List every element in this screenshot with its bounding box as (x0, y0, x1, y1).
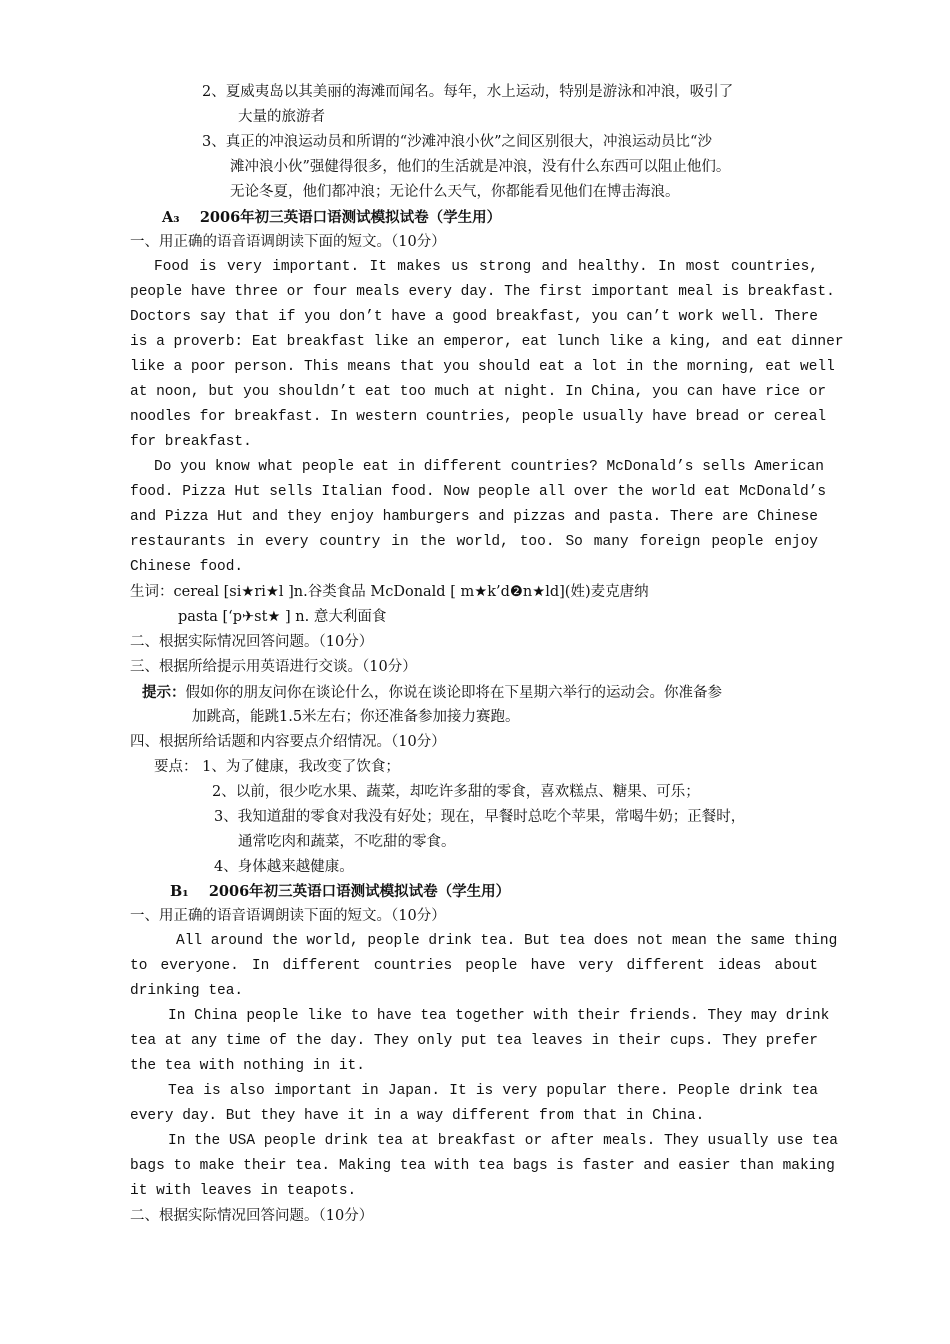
a3-section-1: 一、用正确的语音语调朗读下面的短文。（10分） (130, 234, 446, 250)
b1-p2-line: the tea with nothing in it. (130, 1058, 365, 1074)
a3-title: 2006年初三英语口语测试模拟试卷（学生用） (199, 209, 502, 226)
a3-p1-line: people have three or four meals every day. The first important meal is breakfast. (130, 284, 835, 300)
a3-point-4: 4、身体越来越健康。 (214, 859, 354, 875)
a3-points-line-1 (154, 755, 400, 780)
b1-section-1: 一、用正确的语音语调朗读下面的短文。（10分） (130, 908, 446, 924)
b1-p3-line: every day. But they have it in a way different from that in China. (130, 1108, 705, 1124)
b1-title: 2006年初三英语口语测试模拟试卷（学生用） (208, 883, 511, 900)
b1-p3-line: Tea is also important in Japan. It is very popular there. People drink tea (168, 1083, 818, 1099)
b1-heading (170, 879, 510, 904)
b1-p1-line: drinking tea. (130, 983, 244, 999)
b1-p2-line: tea at any time of the day. They only put tea leaves in their cups. They prefer (130, 1033, 818, 1049)
a3-p2-line: and Pizza Hut and they enjoy hamburgers and pizzas and pasta. There are Chinese (130, 509, 818, 525)
a3-hint-label: 提示： (142, 684, 186, 701)
b1-label: B₁ (170, 883, 189, 900)
b1-p1-line: All around the world, people drink tea. But tea does not mean the same thing (176, 933, 838, 949)
b1-p2-line: In China people like to have tea together with their friends. They may drink (168, 1008, 830, 1024)
a3-p1-line: is a proverb: Eat breakfast like an emperor, eat lunch like a king, and eat dinner (130, 334, 844, 350)
a3-point-3-line-1: 3、我知道甜的零食对我没有好处；现在，早餐时总吃个苹果，常喝牛奶；正餐时， (214, 809, 746, 825)
a3-vocab-line-1: 生词：cereal [si★ri★l ]n.谷类食品 McDonald [ m★k’d❷n★ld](姓)麦克唐纳 (130, 584, 649, 600)
item-3-line-1: 3、真正的冲浪运动员和所谓的“沙滩冲浪小伙”之间区别很大，冲浪运动员比“沙 (202, 134, 712, 150)
a3-p2-line: food. Pizza Hut sells Italian food. Now people all over the world eat McDonald’s (130, 484, 827, 500)
b1-p1-line: to everyone. In different countries people have very different ideas about (130, 958, 818, 974)
item-2-line-1: 2、夏威夷岛以其美丽的海滩而闻名。每年，水上运动，特别是游泳和冲浪，吸引了 (202, 84, 734, 100)
a3-section-4: 四、根据所给话题和内容要点介绍情况。（10分） (130, 734, 446, 750)
a3-p1-line: noodles for breakfast. In western countries, people usually have bread or cereal (130, 409, 827, 425)
b1-p4-line: it with leaves in teapots. (130, 1183, 357, 1199)
a3-point-3-line-2: 通常吃肉和蔬菜，不吃甜的零食。 (238, 834, 456, 850)
a3-point-1: 1、为了健康，我改变了饮食； (202, 759, 400, 775)
a3-section-2: 二、根据实际情况回答问题。（10分） (130, 634, 374, 650)
a3-p1-line: Food is very important. It makes us strong and healthy. In most countries, (154, 259, 818, 275)
a3-hint-text: 假如你的朋友问你在谈论什么，你说在谈论即将在下星期六举行的运动会。你准备参 (185, 685, 722, 701)
a3-label: A₃ (162, 209, 180, 226)
item-3-line-3: 无论冬夏，他们都冲浪；无论什么天气，你都能看见他们在博击海浪。 (230, 184, 680, 200)
a3-hint-line-2: 加跳高，能跳1.5米左右；你还准备参加接力赛跑。 (192, 709, 520, 725)
a3-p2-line: Do you know what people eat in different countries? McDonald’s sells American (154, 459, 825, 475)
a3-p2-line: Chinese food. (130, 559, 244, 575)
a3-p1-line: Doctors say that if you don’t have a good breakfast, you can’t work well. There (130, 309, 818, 325)
a3-points-label: 要点： (154, 759, 198, 775)
a3-p2-line: restaurants in every country in the world, too. So many foreign people enjoy (130, 534, 818, 550)
a3-p1-line: for breakfast. (130, 434, 252, 450)
b1-section-2: 二、根据实际情况回答问题。（10分） (130, 1208, 374, 1224)
item-2-line-2: 大量的旅游者 (238, 109, 325, 125)
a3-point-2: 2、以前，很少吃水果、蔬菜，却吃许多甜的零食，喜欢糕点、糖果、可乐； (212, 784, 700, 800)
a3-heading (162, 205, 501, 230)
a3-p1-line: like a poor person. This means that you should eat a lot in the morning, eat well (130, 359, 835, 375)
b1-p4-line: In the USA people drink tea at breakfast or after meals. They usually use tea (168, 1133, 839, 1149)
b1-p4-line: bags to make their tea. Making tea with tea bags is faster and easier than making (130, 1158, 835, 1174)
a3-section-3: 三、根据所给提示用英语进行交谈。（10分） (130, 659, 417, 675)
a3-vocab-line-2: pasta [‘p✈st★ ] n. 意大利面食 (178, 609, 387, 625)
a3-hint-line-1 (142, 680, 722, 706)
a3-p1-line: at noon, but you shouldn’t eat too much at night. In China, you can have rice or (130, 384, 827, 400)
item-3-line-2: 滩冲浪小伙”强健得很多，他们的生活就是冲浪，没有什么东西可以阻止他们。 (230, 159, 731, 175)
